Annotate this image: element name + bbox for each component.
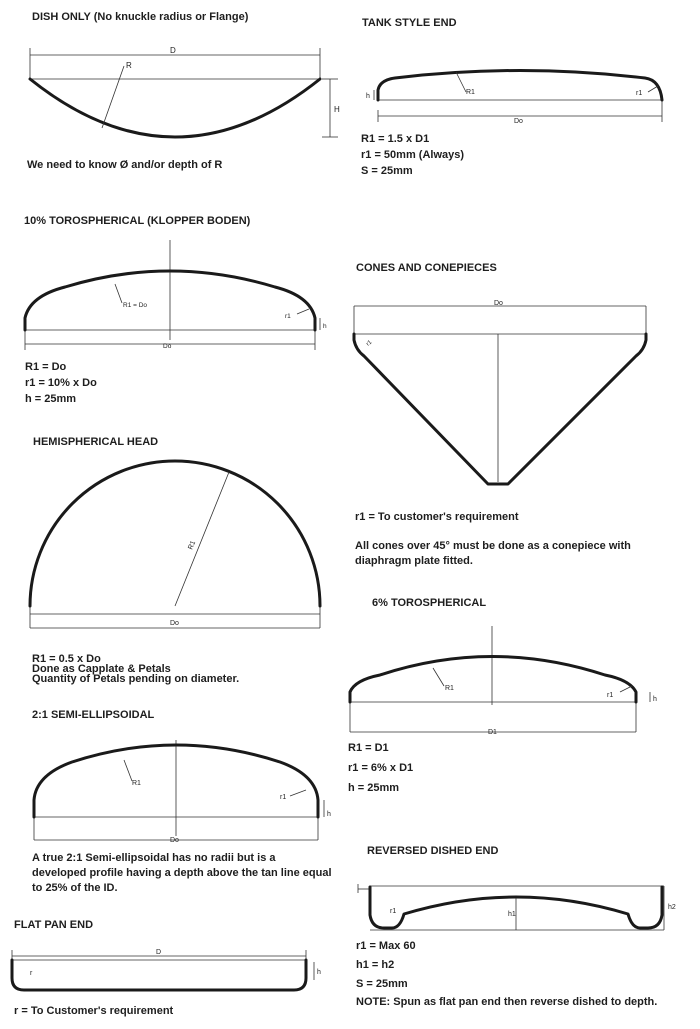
semi-R1-label: R1 bbox=[132, 780, 141, 787]
reversed-dished-diagram bbox=[358, 884, 676, 930]
hemi-spec-3: Quantity of Petals pending on diameter. bbox=[32, 673, 240, 685]
semi-ellipsoidal-title: 2:1 SEMI-ELLIPSOIDAL bbox=[32, 709, 155, 721]
cones-r1-label: r1 bbox=[365, 339, 374, 348]
semi-r1-label: r1 bbox=[280, 794, 287, 801]
hemi-spec-1: R1 = 0.5 x Do bbox=[32, 653, 101, 665]
tank-style-end-title: TANK STYLE END bbox=[362, 17, 457, 29]
tank-Do-label: Do bbox=[514, 118, 523, 125]
torospherical-10-diagram bbox=[25, 240, 327, 350]
semi-h-label: h bbox=[327, 811, 331, 818]
toro10-spec-3: h = 25mm bbox=[25, 393, 77, 405]
toro10-Do-label: Do bbox=[163, 343, 172, 350]
toro6-r1-label: r1 bbox=[607, 692, 614, 699]
dish-only-H-label: H bbox=[334, 105, 340, 114]
torospherical-6-diagram bbox=[350, 626, 657, 736]
tank-r1-label: r1 bbox=[636, 90, 643, 97]
toro6-R1-label: R1 bbox=[445, 685, 454, 692]
torospherical-10-title: 10% TOROSPHERICAL (KLOPPER BODEN) bbox=[24, 215, 251, 227]
reversed-note: NOTE: Spun as flat pan end then reverse dished to depth. bbox=[356, 996, 658, 1008]
toro6-D1-label: D1 bbox=[488, 729, 497, 736]
flatpan-h-label: h bbox=[317, 969, 321, 976]
hemispherical-diagram bbox=[30, 461, 320, 628]
tank-spec-1: R1 = 1.5 x D1 bbox=[361, 133, 430, 145]
semi-ellipsoidal-diagram bbox=[34, 740, 331, 844]
hemi-Do-label: Do bbox=[170, 620, 179, 627]
toro10-r1-label: r1 bbox=[285, 313, 291, 320]
dish-only-R-label: R bbox=[126, 61, 132, 70]
reversed-h1-label: h1 bbox=[508, 911, 516, 918]
flat-pan-diagram bbox=[12, 949, 321, 990]
cones-Do-label: Do bbox=[494, 300, 503, 307]
toro6-spec-2: r1 = 6% x D1 bbox=[348, 762, 414, 774]
toro10-R1-label: R1 = Do bbox=[123, 302, 148, 309]
cones-note: All cones over 45° must be done as a conepiece with diaphragm plate fitted. bbox=[355, 540, 631, 567]
toro10-spec-2: r1 = 10% x Do bbox=[25, 377, 97, 389]
tank-h-label: h bbox=[366, 93, 370, 100]
dish-only-diagram bbox=[30, 46, 340, 137]
tank-spec-2: r1 = 50mm (Always) bbox=[361, 149, 465, 161]
hemi-spec-2: Done as Capplate & Petals bbox=[32, 663, 171, 675]
tank-spec-3: S = 25mm bbox=[361, 165, 413, 177]
hemispherical-title: HEMISPHERICAL HEAD bbox=[33, 436, 159, 448]
toro10-h-label: h bbox=[323, 323, 327, 330]
flatpan-D-label: D bbox=[156, 949, 162, 956]
toro6-h-label: h bbox=[653, 696, 657, 703]
cones-title: CONES AND CONEPIECES bbox=[356, 262, 497, 274]
flat-pan-title: FLAT PAN END bbox=[14, 919, 94, 931]
cones-spec: r1 = To customer's requirement bbox=[355, 511, 519, 523]
dish-only-note: We need to know Ø and/or depth of R bbox=[27, 159, 223, 171]
toro10-spec-1: R1 = Do bbox=[25, 361, 67, 373]
reversed-r1-label: r1 bbox=[390, 908, 397, 915]
flatpan-r-label: r bbox=[30, 970, 33, 977]
toro6-spec-1: R1 = D1 bbox=[348, 742, 389, 754]
dish-only-title: DISH ONLY (No knuckle radius or Flange) bbox=[32, 11, 249, 23]
tank-R1-label: R1 bbox=[466, 89, 475, 96]
reversed-spec-2: h1 = h2 bbox=[356, 959, 395, 971]
reversed-dished-title: REVERSED DISHED END bbox=[367, 845, 499, 857]
reversed-h2-label: h2 bbox=[668, 904, 676, 911]
hemi-R1-label: R1 bbox=[187, 539, 198, 551]
semi-Do-label: Do bbox=[170, 837, 179, 844]
reversed-spec-1: r1 = Max 60 bbox=[356, 940, 416, 952]
dish-only-D-label: D bbox=[170, 46, 176, 55]
tank-style-end-diagram bbox=[366, 71, 662, 126]
semi-ellipsoidal-note: A true 2:1 Semi-ellipsoidal has no radii but is a developed profile having a depth above the tan line equal to 25% of the ID. bbox=[32, 852, 332, 894]
flat-pan-spec: r = To Customer's requirement bbox=[14, 1005, 174, 1017]
toro6-spec-3: h = 25mm bbox=[348, 782, 400, 794]
reversed-spec-3: S = 25mm bbox=[356, 978, 408, 990]
cones-diagram bbox=[354, 300, 646, 484]
torospherical-6-title: 6% TOROSPHERICAL bbox=[372, 597, 487, 609]
